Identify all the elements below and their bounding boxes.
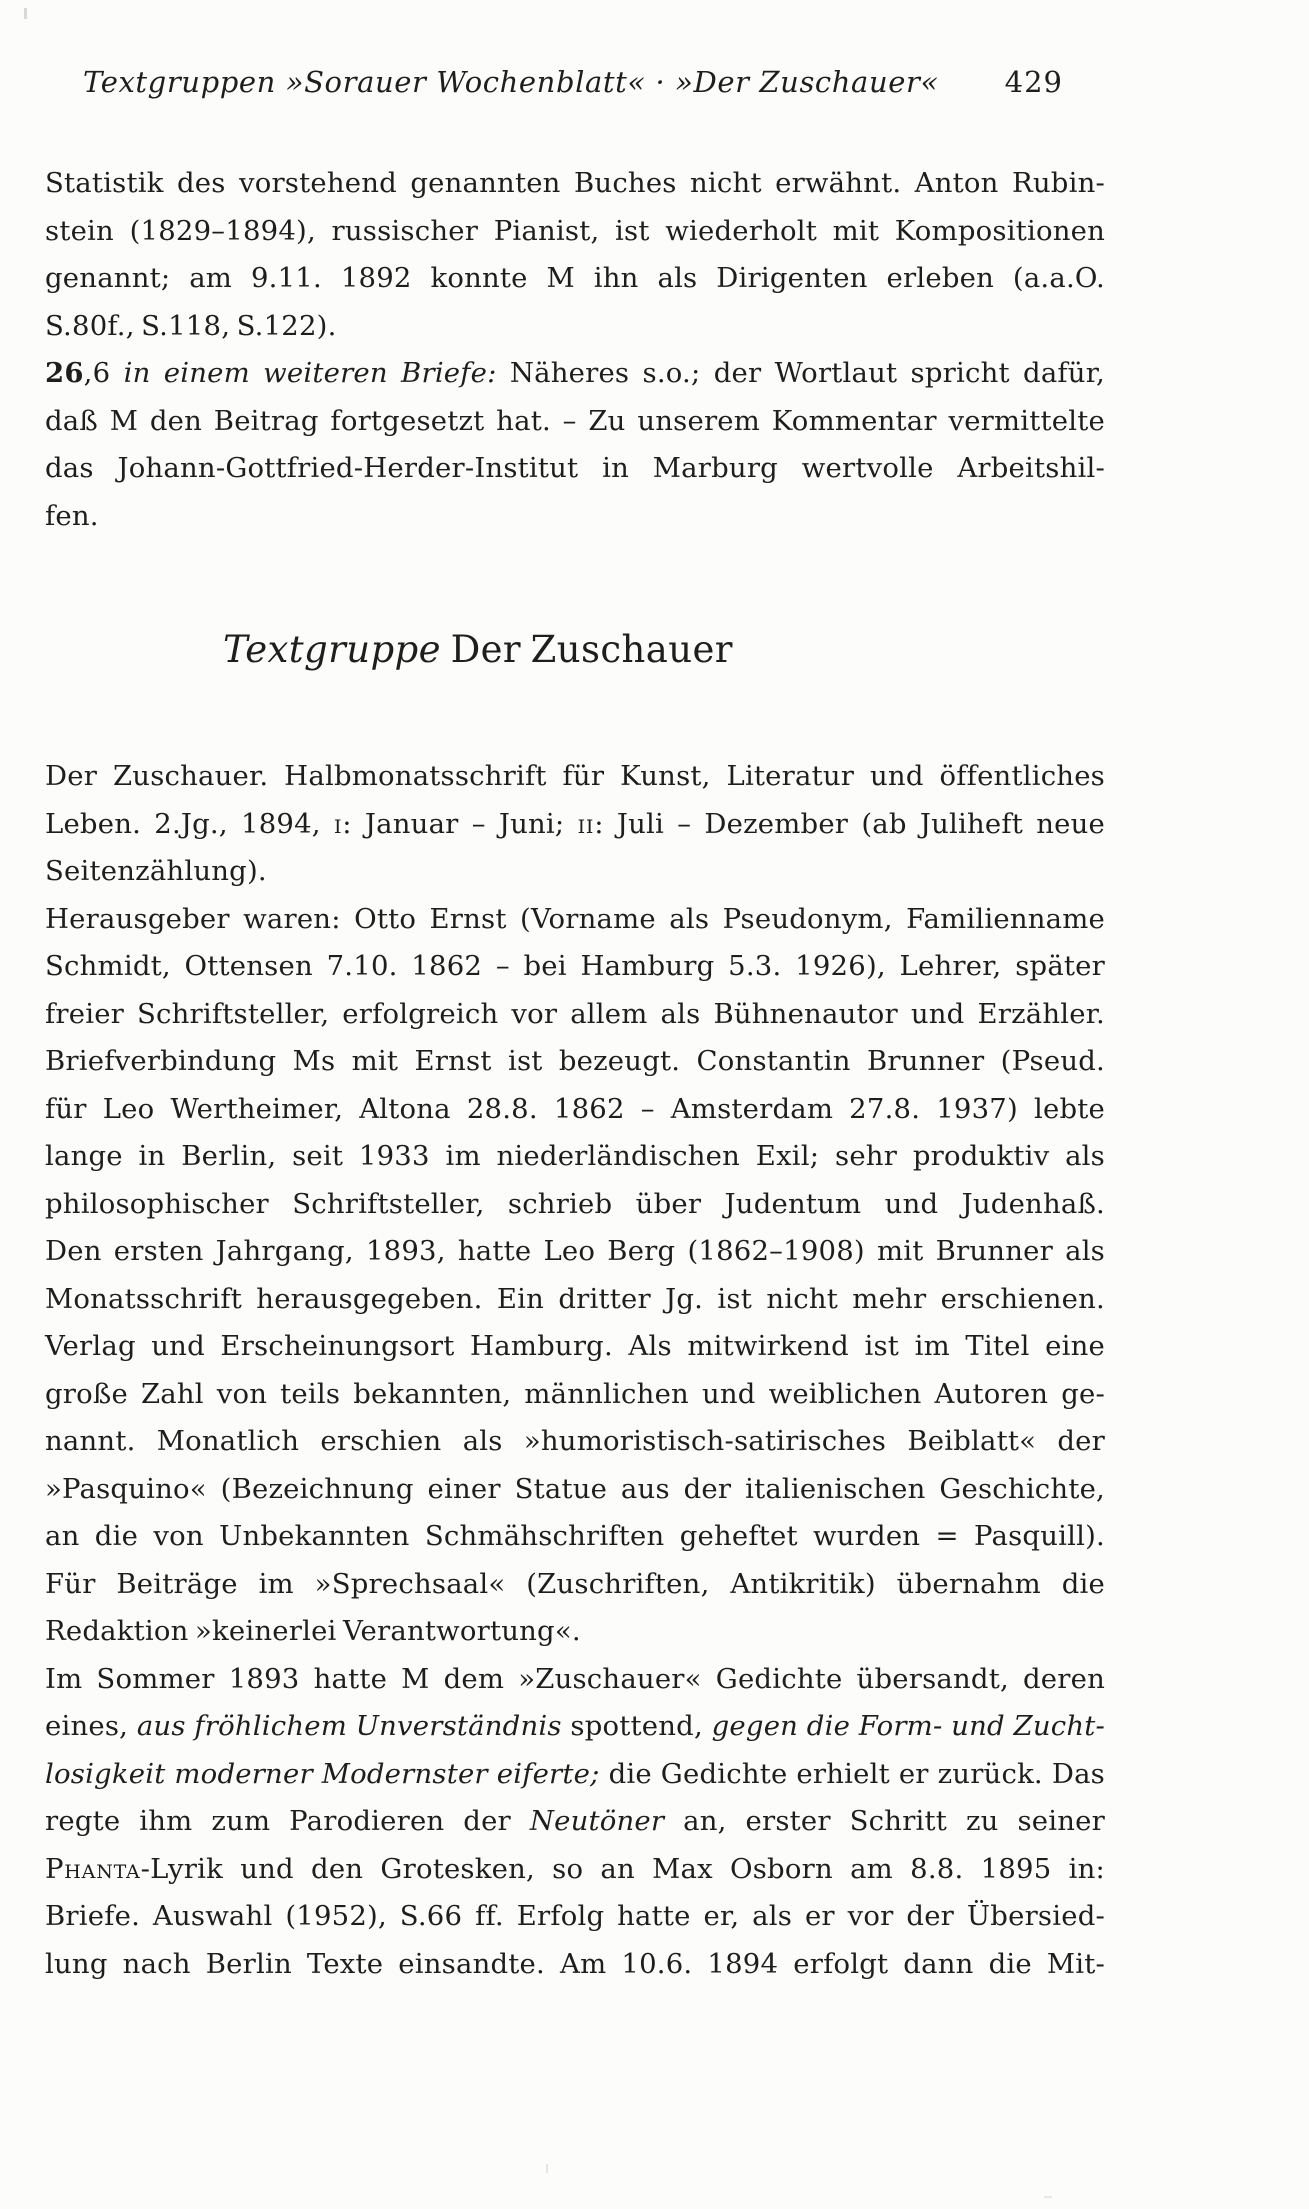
text-run: daß M den Beitrag fortgesetzt hat. – Zu unserem Kommentar vermittelte xyxy=(45,404,1105,437)
text-run: Textgruppe xyxy=(223,628,441,671)
text-line xyxy=(45,255,1105,303)
text-line xyxy=(45,943,1105,991)
text-run: Den ersten Jahrgang, 1893, hatte Leo Berg (1862–1908) mit Brunner als xyxy=(45,1235,1105,1267)
text-line xyxy=(45,991,1105,1039)
text-line xyxy=(45,1466,1105,1514)
running-header-title: Textgruppen »Sorauer Wochenblatt« · »Der Zuschauer« xyxy=(83,65,939,99)
text-run: Näheres s.o.; der Wortlaut spricht dafür, xyxy=(496,357,1105,389)
text-run: Der Zuschauer xyxy=(440,628,733,671)
text-run: Redaktion »keinerlei Verantwortung«. xyxy=(45,1615,581,1647)
text-run: stein (1829–1894), russischer Pianist, ist wiederholt mit Kompositionen xyxy=(45,214,1105,247)
text-line xyxy=(45,303,1105,351)
text-line xyxy=(45,1561,1105,1609)
text-run: ii xyxy=(577,807,595,840)
scan-speck xyxy=(1044,2196,1052,2198)
text-run: Phanta xyxy=(45,1852,141,1885)
scan-speck xyxy=(24,8,27,19)
text-run: fen. xyxy=(45,499,99,532)
text-line xyxy=(45,1941,1105,1989)
text-line xyxy=(45,1893,1105,1941)
text-run: an, erster Schritt zu seiner xyxy=(664,1805,1105,1837)
text-run: : Juli – Dezember (ab Juliheft neue xyxy=(594,807,1105,840)
text-run: Briefverbindung Ms mit Ernst ist bezeugt. Constantin Brunner (Pseud. xyxy=(45,1045,1105,1077)
text-line xyxy=(45,1703,1105,1751)
text-line xyxy=(45,1133,1105,1181)
text-line xyxy=(45,398,1105,446)
text-run: -Lyrik und den Grotesken, so an Max Osborn am 8.8. 1895 in: xyxy=(140,1852,1105,1885)
text-line xyxy=(45,493,1105,541)
text-run: in einem weiteren Briefe: xyxy=(123,357,497,389)
commentary-paragraphs xyxy=(45,160,1105,540)
text-run: Herausgeber waren: Otto Ernst (Vorname als Pseudonym, Familienname xyxy=(45,902,1105,935)
text-line xyxy=(45,1513,1105,1561)
text-run: Leben. 2.Jg., 1894, xyxy=(45,807,334,840)
text-run: nannt. Monatlich erschien als »humoristisch-satirisches Beiblatt« der xyxy=(45,1425,1105,1457)
text-run: Monatsschrift herausgegeben. Ein dritter Jg. ist nicht mehr erschienen. xyxy=(45,1282,1105,1315)
scan-speck xyxy=(546,2164,548,2173)
text-run: Neutöner xyxy=(529,1805,665,1837)
text-run: Der Zuschauer. Halbmonatsschrift für Kunst, Literatur und öffentliches xyxy=(45,760,1105,792)
paragraph xyxy=(45,1656,1105,1989)
text-line xyxy=(45,1418,1105,1466)
text-run: Schmidt, Ottensen 7.10. 1862 – bei Hamburg 5.3. 1926), Lehrer, später xyxy=(45,950,1105,982)
text-run: eines, xyxy=(45,1710,137,1742)
text-run: S.80f., S.118, S.122). xyxy=(45,309,337,342)
text-run: die Gedichte erhielt er zurück. Das xyxy=(599,1757,1105,1790)
text-run: regte ihm zum Parodieren der xyxy=(45,1805,530,1837)
text-line xyxy=(45,896,1105,944)
text-run: lung nach Berlin Texte einsandte. Am 10.6. 1894 erfolgt dann die Mit- xyxy=(45,1947,1105,1980)
text-line xyxy=(45,1038,1105,1086)
text-run: 26 xyxy=(45,357,84,389)
text-line xyxy=(45,753,1105,801)
section-heading xyxy=(223,625,1105,675)
paragraph xyxy=(45,896,1105,1656)
text-run: »Pasquino« (Bezeichnung einer Statue aus der italienischen Geschichte, xyxy=(45,1472,1105,1505)
text-line xyxy=(45,1798,1105,1846)
text-run: Im Sommer 1893 hatte M dem »Zuschauer« Gedichte übersandt, deren xyxy=(45,1662,1105,1695)
textgroup-paragraphs xyxy=(45,753,1105,1988)
text-line xyxy=(45,1751,1105,1799)
text-run: Briefe. Auswahl (1952), S.66 ff. Erfolg hatte er, als er vor der Übersied- xyxy=(45,1900,1105,1932)
text-run: ,6 xyxy=(83,357,124,389)
text-line xyxy=(45,1846,1105,1894)
text-line xyxy=(45,1608,1105,1656)
text-run: philosophischer Schriftsteller, schrieb über Judentum und Judenhaß. xyxy=(45,1187,1105,1220)
text-run: lange in Berlin, seit 1933 im niederländischen Exil; sehr produktiv als xyxy=(45,1140,1105,1172)
text-run: Statistik des vorstehend genannten Buches nicht erwähnt. Anton Rubin- xyxy=(45,167,1105,199)
text-line xyxy=(45,1656,1105,1704)
text-run: an die von Unbekannten Schmähschriften geheftet wurden = Pasquill). xyxy=(45,1520,1105,1552)
text-run: i xyxy=(333,807,343,840)
paragraph xyxy=(45,753,1105,896)
text-line xyxy=(45,848,1105,896)
text-line xyxy=(45,445,1105,493)
text-line xyxy=(45,1371,1105,1419)
text-line xyxy=(45,801,1105,849)
text-block xyxy=(45,160,1105,1988)
page-number: 429 xyxy=(1004,65,1063,99)
text-line xyxy=(45,208,1105,256)
text-run: für Leo Wertheimer, Altona 28.8. 1862 – Amsterdam 27.8. 1937) lebte xyxy=(45,1092,1105,1125)
text-run: aus fröhlichem Unverständnis xyxy=(136,1710,562,1742)
text-run: genannt; am 9.11. 1892 konnte M ihn als Dirigenten erleben (a.a.O. xyxy=(45,262,1105,294)
running-header xyxy=(45,62,1105,102)
text-run: Seitenzählung). xyxy=(45,855,267,887)
text-line xyxy=(45,1228,1105,1276)
text-line xyxy=(45,1276,1105,1324)
text-line xyxy=(45,350,1105,398)
text-run: Für Beiträge im »Sprechsaal« (Zuschriften, Antikritik) übernahm die xyxy=(45,1567,1105,1600)
text-run: : Januar – Juni; xyxy=(342,807,578,840)
text-run: spottend, xyxy=(561,1710,712,1742)
text-line xyxy=(45,160,1105,208)
paragraph xyxy=(45,160,1105,350)
text-run: gegen die Form- und Zucht- xyxy=(711,1710,1105,1742)
text-run: losigkeit moderner Modernster eiferte; xyxy=(45,1757,600,1790)
paragraph xyxy=(45,350,1105,540)
text-line xyxy=(45,1181,1105,1229)
text-line xyxy=(45,1323,1105,1371)
text-run: das Johann-Gottfried-Herder-Institut in Marburg wertvolle Arbeitshil- xyxy=(45,452,1105,484)
text-line xyxy=(45,1086,1105,1134)
text-run: große Zahl von teils bekannten, männlichen und weiblichen Autoren ge- xyxy=(45,1377,1105,1410)
text-run: freier Schriftsteller, erfolgreich vor allem als Bühnenautor und Erzähler. xyxy=(45,997,1105,1030)
text-run: Verlag und Erscheinungsort Hamburg. Als mitwirkend ist im Titel eine xyxy=(45,1330,1105,1362)
